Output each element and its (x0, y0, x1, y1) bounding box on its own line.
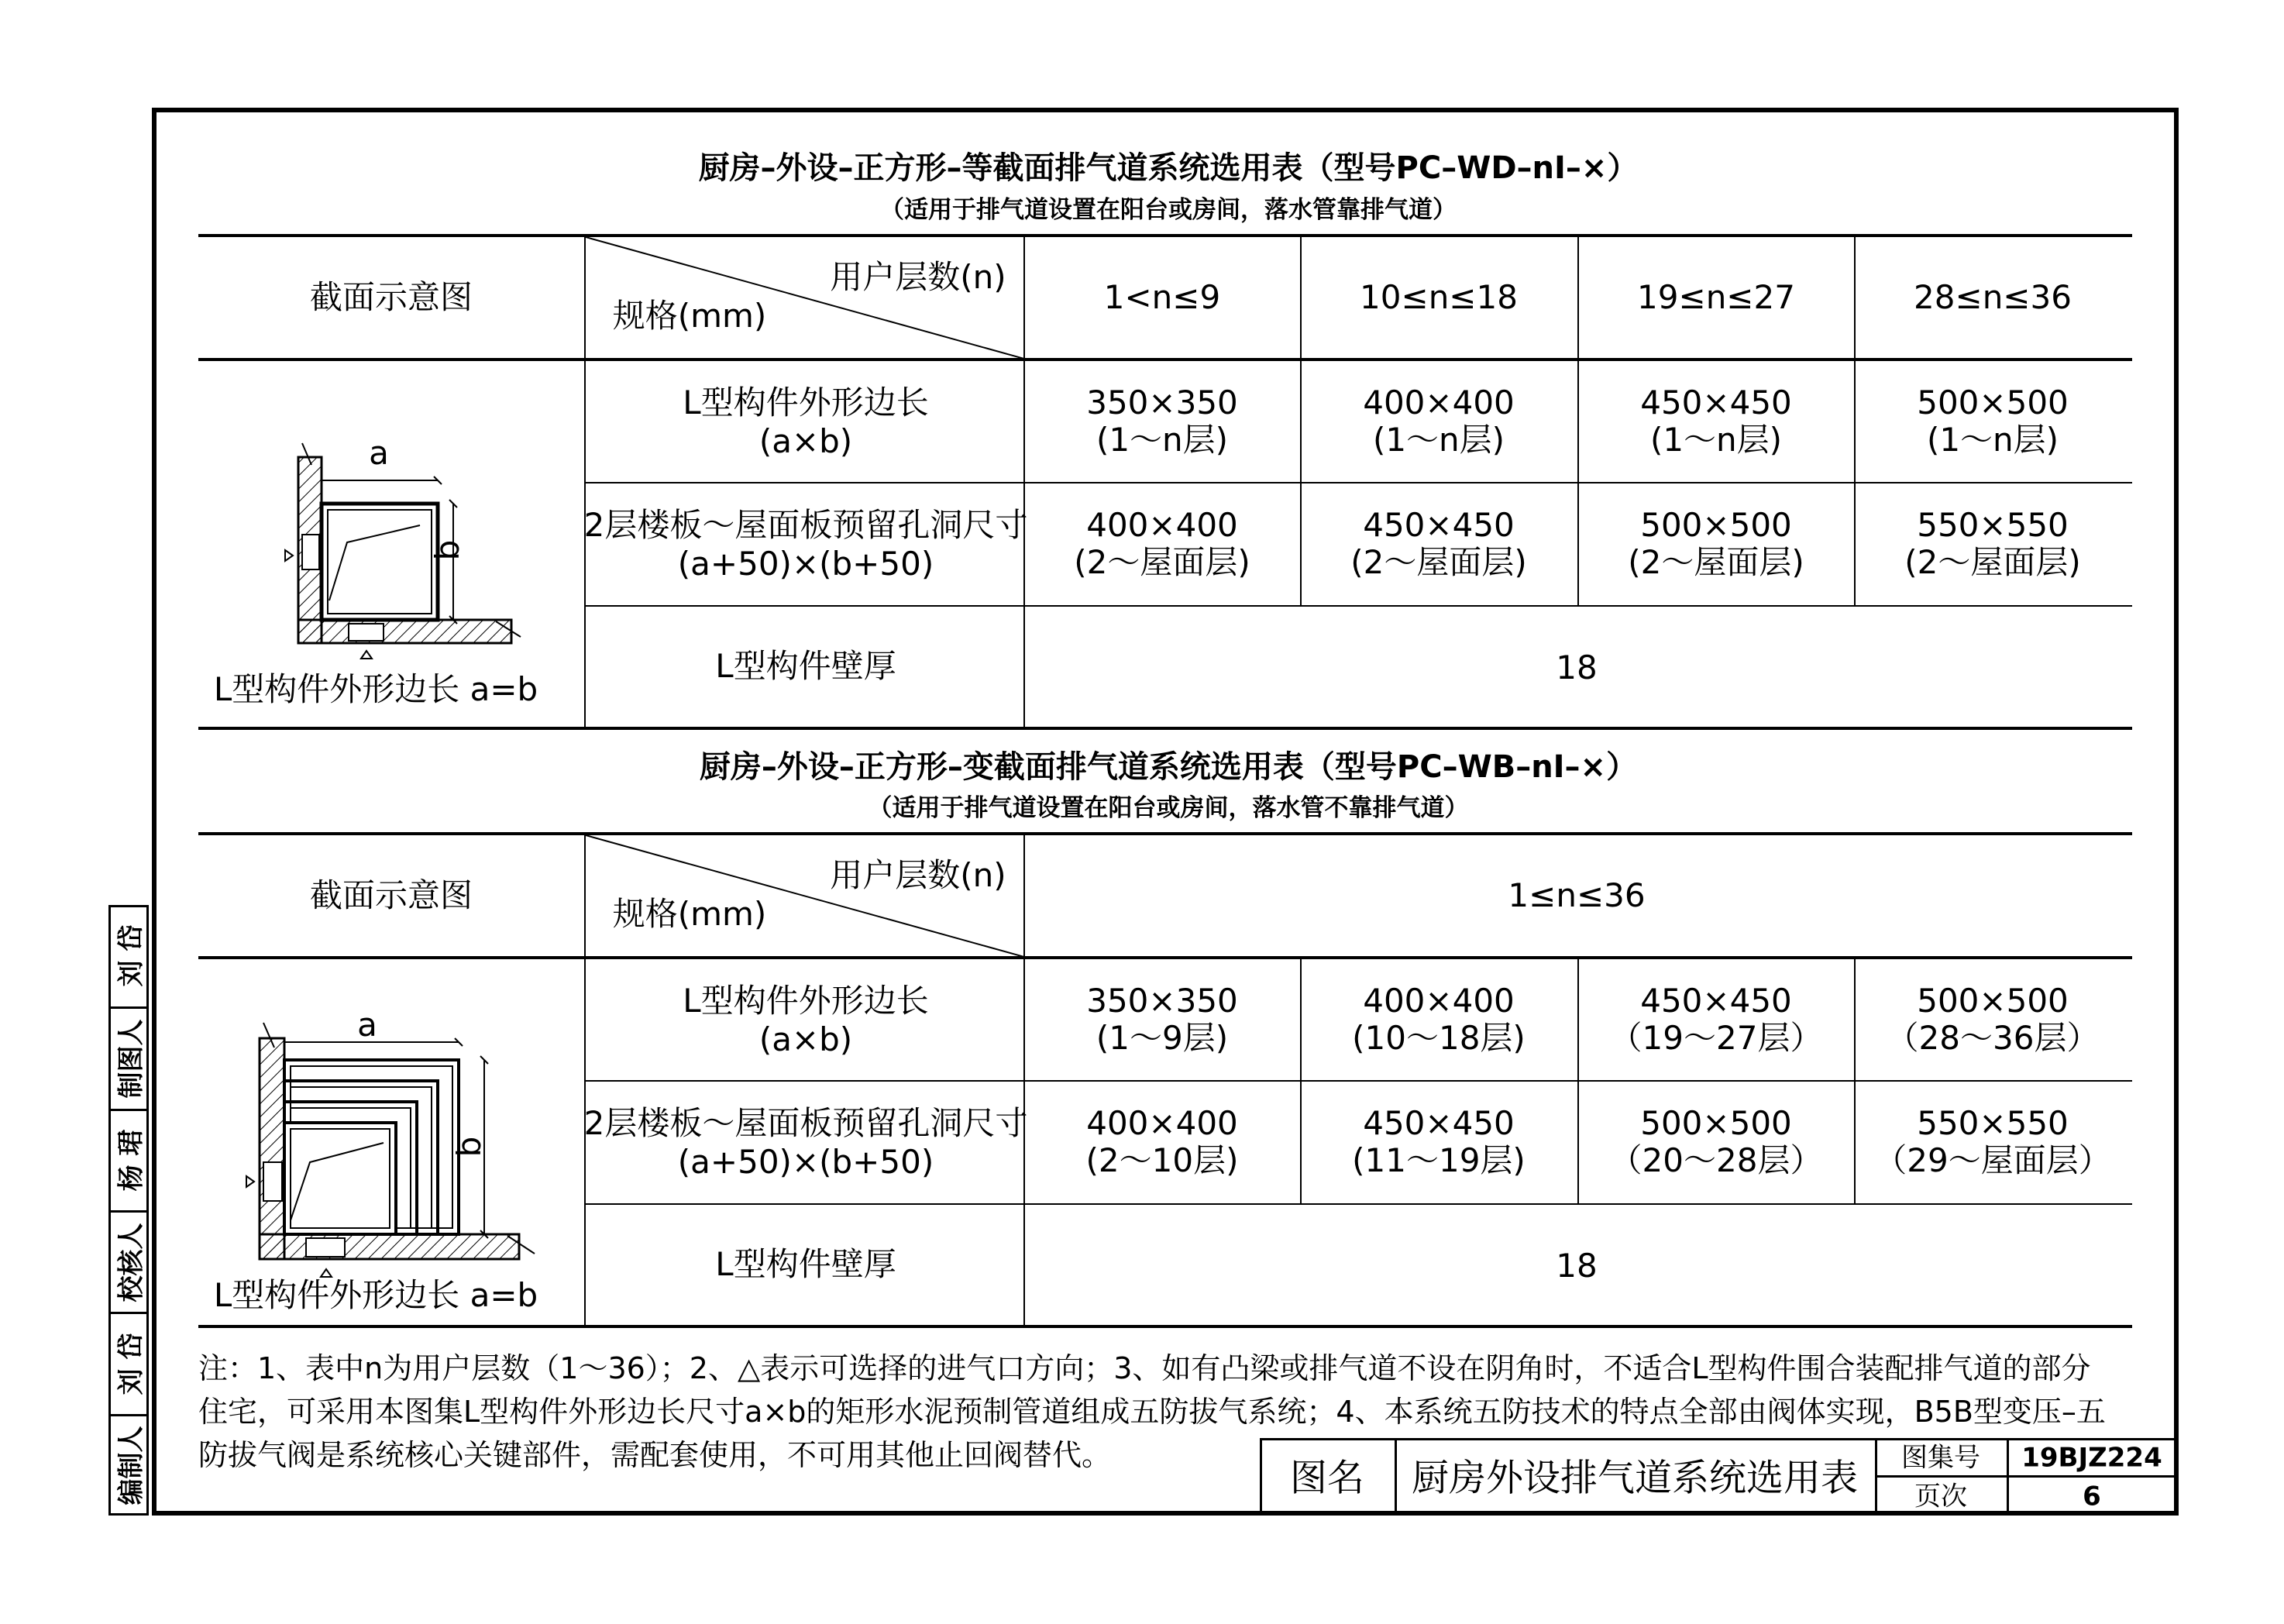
table1-header-rule (198, 358, 2132, 361)
table2-row1-floors: （19～27层） (1609, 1018, 1823, 1057)
table1-row1-floors: (1～n层) (1926, 420, 2059, 459)
table1-title: 厨房–外设–正方形–等截面排气道系统选用表（型号PC–WD–nⅠ–×） (698, 150, 1639, 186)
title-block-atlas-value: 19BJZ224 (2021, 1442, 2162, 1474)
table2-row2-size: 450×450 (1363, 1103, 1515, 1142)
table2-row2-size: 400×400 (1086, 1103, 1238, 1142)
table2-diagram-caption: L型构件外形边长 a=b (213, 1275, 538, 1314)
title-block-atlas-label: 图集号 (1901, 1442, 1980, 1474)
title-block-name-label: 图名 (1289, 1456, 1365, 1500)
table2-row2-size: 500×500 (1640, 1103, 1792, 1142)
signature-text: 杨 珺 (115, 1129, 147, 1192)
table2-row1-floors: (10～18层) (1352, 1018, 1526, 1057)
table2-row-rule-2 (586, 1203, 2132, 1205)
title-block-page-value: 6 (2083, 1481, 2101, 1512)
signature-text: 制图人 (115, 1019, 147, 1099)
table1-header-floors: 用户层数(n) (830, 257, 1006, 296)
table1-row3-label: L型构件壁厚 (715, 646, 896, 685)
signature-cell (108, 1210, 149, 1312)
table1-row1-floors: (1～n层) (1649, 420, 1783, 459)
table2-header-rule (198, 956, 2132, 959)
table2-title: 厨房–外设–正方形–变截面排气道系统选用表（型号PC–WB–nⅠ–×） (699, 749, 1638, 785)
table2-range: 1≤n≤36 (1508, 876, 1646, 914)
table1-row2-size: 550×550 (1917, 505, 2069, 544)
table1-row2-size: 450×450 (1363, 505, 1515, 544)
table1-dim-b: b (428, 539, 466, 561)
table2-row3-label: L型构件壁厚 (715, 1244, 896, 1283)
table2-col-rule-5 (1854, 958, 1856, 1204)
table2-header-spec: 规格(mm) (612, 894, 767, 933)
table1-row2-floors: (2～屋面层) (1904, 542, 2081, 581)
table1-row1-size: 350×350 (1086, 383, 1238, 421)
table1-row3-value: 18 (1556, 648, 1598, 686)
table2-row1-size: 500×500 (1917, 981, 2069, 1020)
table1-range-header: 19≤n≤27 (1637, 277, 1795, 316)
table1-row1-floors: (1～n层) (1096, 420, 1229, 459)
table1-row-rule-2 (586, 605, 2132, 607)
table2-subtitle: （适用于排气道设置在阳台或房间，落水管不靠排气道） (868, 794, 1469, 823)
signature-text: 刘 岱 (115, 1333, 147, 1395)
table1-row1-floors: (1～n层) (1372, 420, 1505, 459)
table2-row2-label-b: (a+50)×(b+50) (677, 1142, 934, 1181)
signature-cell (108, 1312, 149, 1413)
table2-row2-size: 550×550 (1917, 1103, 2069, 1142)
table2-bottom-rule (198, 1325, 2132, 1328)
table1-col-rule-5 (1854, 236, 1856, 606)
table2-row1-size: 450×450 (1640, 981, 1792, 1020)
table1-row2-label-a: 2层楼板～屋面板预留孔洞尺寸 (583, 505, 1028, 544)
table2-row3-value: 18 (1556, 1246, 1598, 1285)
table1-row2-size: 400×400 (1086, 505, 1238, 544)
table1-row2-floors: (2～屋面层) (1350, 542, 1527, 581)
table2-section-diagram (225, 1007, 550, 1286)
table2-row1-label-a: L型构件外形边长 (683, 981, 929, 1020)
signature-cell (108, 905, 149, 1006)
note-line-1: 注：1、表中n为用户层数（1～36）；2、△表示可选择的进气口方向；3、如有凸梁或排气道不设在阴角时，不适合L型构件围合装配排气道的部分 (198, 1351, 2091, 1385)
table2-col-rule-3 (1300, 958, 1302, 1204)
table1-header-section: 截面示意图 (309, 277, 473, 316)
table1-col-rule-3 (1300, 236, 1302, 606)
table1-row2-label-b: (a+50)×(b+50) (677, 544, 934, 583)
signature-cell (108, 1006, 149, 1108)
signature-text: 刘 岱 (115, 924, 147, 987)
table2-row2-floors: （29～屋面层） (1874, 1141, 2111, 1179)
table1-row1-label-a: L型构件外形边长 (683, 383, 929, 421)
table2-header-section: 截面示意图 (309, 876, 473, 914)
table1-subtitle: （适用于排气道设置在阳台或房间，落水管靠排气道） (880, 196, 1457, 225)
title-block-rule-4 (1875, 1475, 2179, 1478)
title-block-rule-1 (1395, 1438, 1397, 1516)
table1-row-rule-1 (586, 482, 2132, 483)
table1-row1-size: 450×450 (1640, 383, 1792, 421)
table1-range-header: 28≤n≤36 (1914, 277, 2072, 316)
note-line-2: 住宅，可采用本图集L型构件外形边长尺寸a×b的矩形水泥预制管道组成五防拔气系统；4、本系统五防技术的特点全部由阀体实现，B5B型变压–五 (198, 1395, 2106, 1429)
table2-row1-floors: （28～36层） (1886, 1018, 2100, 1057)
table1-row2-floors: (2～屋面层) (1074, 542, 1250, 581)
table1-row1-size: 500×500 (1917, 383, 2069, 421)
table1-range-header: 10≤n≤18 (1360, 277, 1518, 316)
table2-row2-floors: （20～28层） (1609, 1141, 1823, 1179)
table1-bottom-rule (198, 727, 2132, 730)
table2-row2-floors: (11～19层) (1352, 1141, 1526, 1179)
note-line-3: 防拔气阀是系统核心关键部件，需配套使用，不可用其他止回阀替代。 (198, 1438, 1112, 1472)
signature-cell (108, 1414, 149, 1516)
table2-dim-b: b (449, 1136, 488, 1158)
table2-dim-a: a (357, 1005, 377, 1044)
table2-row-rule-1 (586, 1080, 2132, 1082)
table1-row2-floors: (2～屋面层) (1628, 542, 1804, 581)
table1-row1-size: 400×400 (1363, 383, 1515, 421)
table2-top-rule (198, 832, 2132, 835)
table2-header-floors: 用户层数(n) (830, 855, 1006, 894)
table2-col-rule-4 (1577, 958, 1579, 1204)
title-block-name-value: 厨房外设排气道系统选用表 (1411, 1456, 1859, 1500)
table1-col-rule-4 (1577, 236, 1579, 606)
table1-dim-a: a (369, 433, 389, 472)
title-block-page-label: 页次 (1914, 1481, 1967, 1512)
signature-cell (108, 1109, 149, 1210)
table1-header-spec: 规格(mm) (612, 296, 767, 335)
signature-text: 校核人 (115, 1223, 147, 1302)
table1-top-rule (198, 234, 2132, 237)
table1-diagram-caption: L型构件外形边长 a=b (213, 669, 538, 708)
table1-row1-label-b: (a×b) (758, 421, 853, 460)
table2-row1-floors: (1～9层) (1096, 1018, 1229, 1057)
signature-text: 编制人 (115, 1426, 147, 1505)
table1-range-header: 1<n≤9 (1103, 277, 1221, 316)
table2-row1-size: 350×350 (1086, 981, 1238, 1020)
table2-row1-size: 400×400 (1363, 981, 1515, 1020)
table2-row2-label-a: 2层楼板～屋面板预留孔洞尺寸 (583, 1103, 1028, 1142)
table2-row1-label-b: (a×b) (758, 1020, 853, 1058)
table2-row2-floors: (2～10层) (1085, 1141, 1239, 1179)
table1-row2-size: 500×500 (1640, 505, 1792, 544)
